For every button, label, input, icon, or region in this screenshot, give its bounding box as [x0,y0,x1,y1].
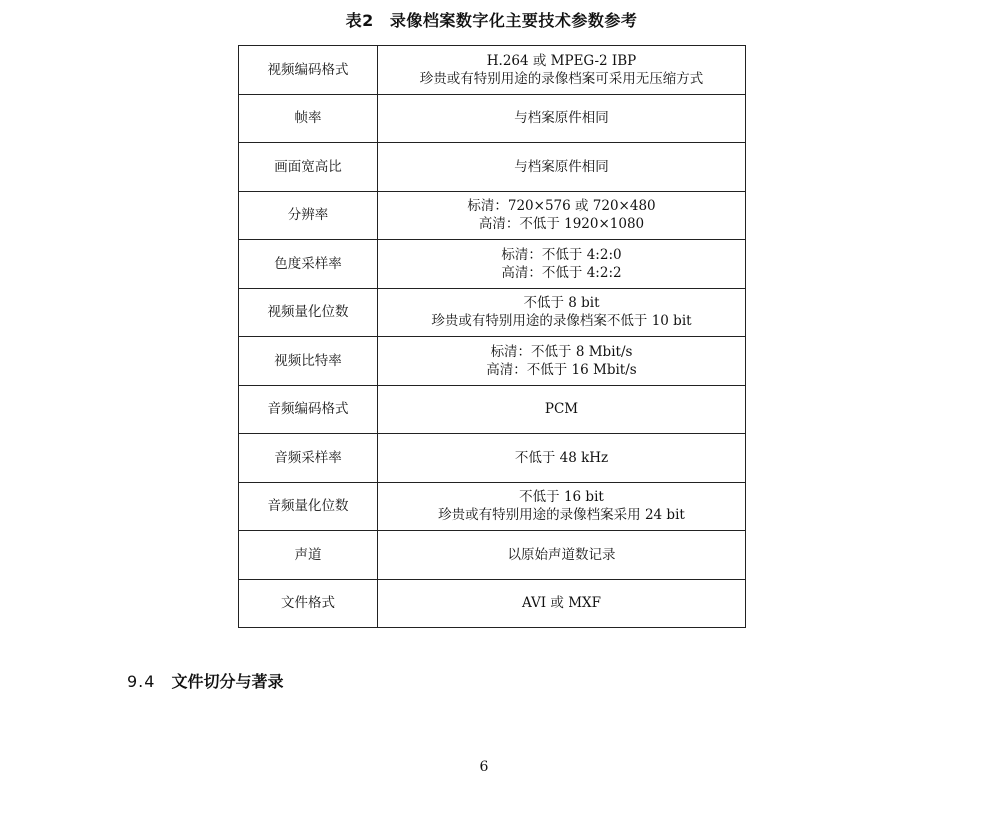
table-row [239,482,746,531]
parameter-name-cell: 音频编码格式 [239,385,378,434]
parameter-name-cell: 画面宽高比 [239,143,378,192]
parameter-value-line: 与档案原件相同 [514,110,609,127]
parameter-name-cell: 视频量化位数 [239,288,378,337]
parameter-value-line: 高清：不低于 1920×1080 [478,216,645,233]
table-row [239,143,746,192]
page-number: 6 [479,759,489,775]
parameter-value-line: 标清：720×576 或 720×480 [467,198,656,215]
parameter-name-cell: 色度采样率 [239,240,378,289]
parameter-value-line: 珍贵或有特别用途的录像档案可采用无压缩方式 [419,70,704,87]
parameter-value-line: 与档案原件相同 [514,158,609,175]
parameter-value-line: 不低于 48 kHz [514,449,609,466]
parameter-value-line: 以原始声道数记录 [507,546,616,563]
parameter-name-cell: 分辨率 [239,191,378,240]
parameter-value-line: 标清：不低于 8 Mbit/s [490,343,633,360]
table-row [239,434,746,483]
parameter-value-line: AVI 或 MXF [521,595,602,612]
parameter-name-cell: 文件格式 [239,579,378,628]
parameter-value-cell [378,482,746,531]
section-heading [127,669,283,692]
parameter-value-cell [378,94,746,143]
parameter-value-cell [378,531,746,580]
table-caption [0,8,983,31]
parameter-value-cell [378,337,746,386]
table-row [239,240,746,289]
parameter-name-cell: 视频比特率 [239,337,378,386]
table-row [239,191,746,240]
parameter-name-cell: 帧率 [239,94,378,143]
parameter-value-line: 不低于 16 bit [519,489,604,506]
section-title: 文件切分与著录 [171,672,284,691]
table-row [239,94,746,143]
parameter-name-cell: 音频量化位数 [239,482,378,531]
table-caption-title: 录像档案数字化主要技术参数参考 [389,11,638,30]
table-row [239,288,746,337]
parameter-value-cell [378,579,746,628]
section-number: 9.4 [127,672,156,691]
parameter-value-cell [378,240,746,289]
parameter-value-line: 珍贵或有特别用途的录像档案采用 24 bit [438,507,685,524]
parameter-value-line: 标清：不低于 4:2:0 [501,246,622,263]
parameter-value-cell [378,46,746,95]
parameter-name-cell: 音频采样率 [239,434,378,483]
parameter-name-cell: 声道 [239,531,378,580]
parameter-value-line: 高清：不低于 4:2:2 [501,264,622,281]
parameters-table-body [239,46,746,628]
parameter-value-line: PCM [544,401,579,418]
parameter-value-cell [378,434,746,483]
parameter-value-cell [378,143,746,192]
parameter-value-line: 高清：不低于 16 Mbit/s [486,361,637,378]
parameter-value-cell [378,288,746,337]
parameter-value-cell [378,385,746,434]
table-row [239,385,746,434]
parameter-value-line: H.264 或 MPEG-2 IBP [486,52,637,69]
parameter-value-line: 不低于 8 bit [523,295,600,312]
table-row [239,531,746,580]
table-row [239,579,746,628]
parameter-value-line: 珍贵或有特别用途的录像档案不低于 10 bit [431,313,692,330]
table-row [239,337,746,386]
table-caption-number: 表2 [345,11,374,30]
table-row [239,46,746,95]
parameter-name-cell: 视频编码格式 [239,46,378,95]
parameters-table [238,45,746,628]
parameter-value-cell [378,191,746,240]
